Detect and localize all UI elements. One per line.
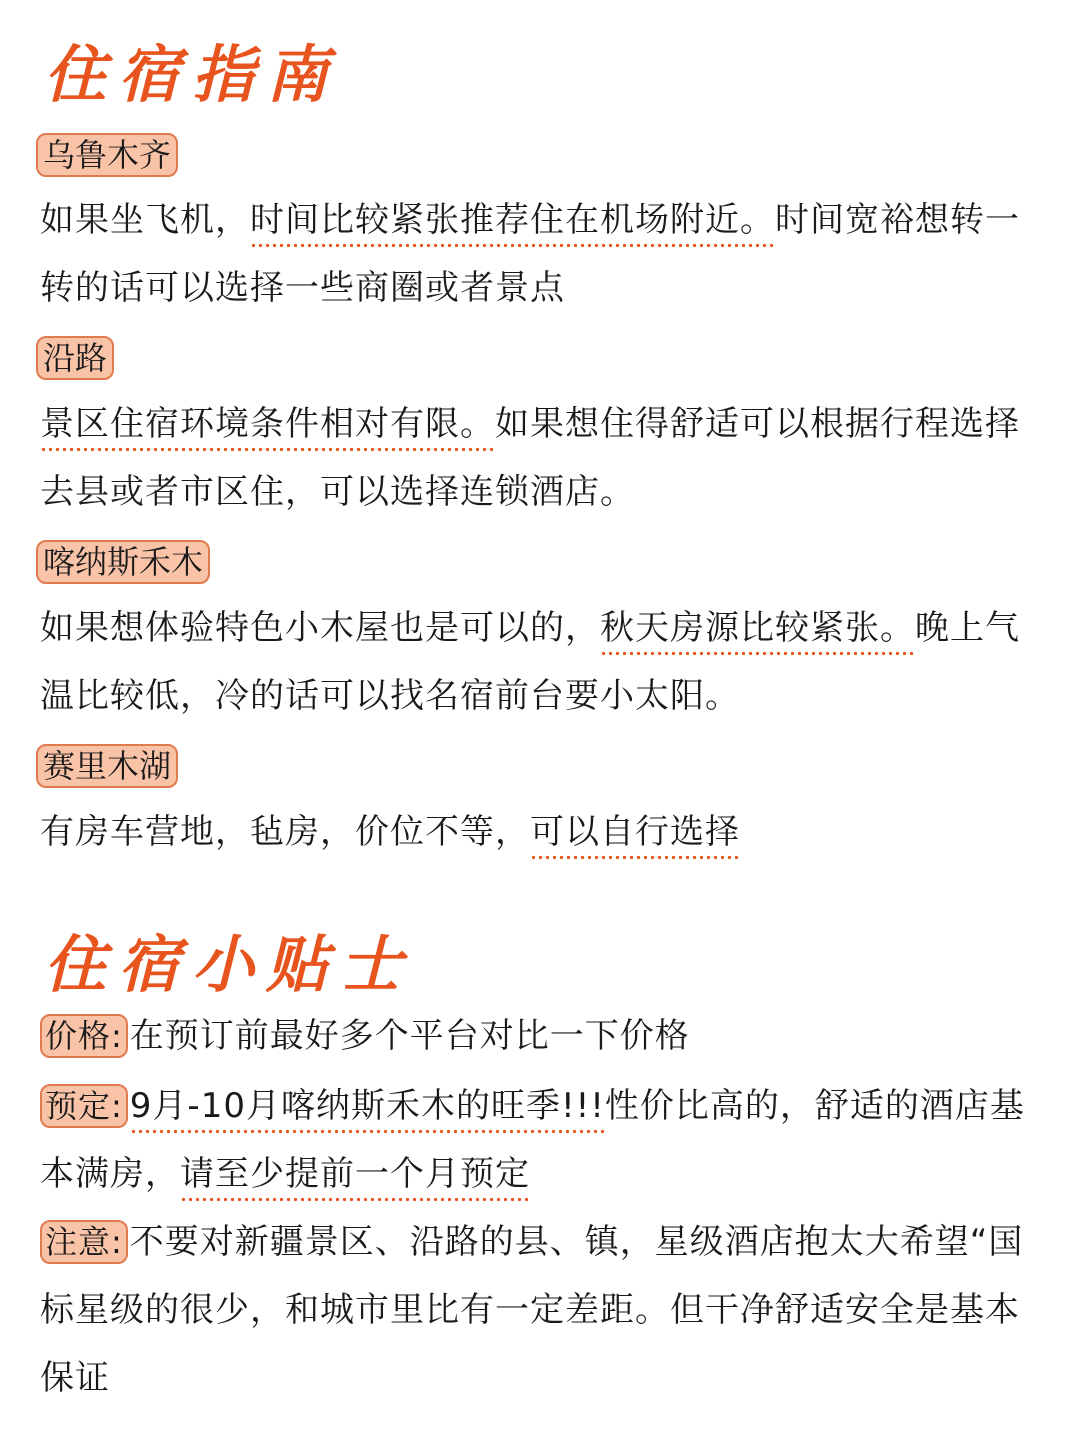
paragraph-sayram [40, 798, 1050, 866]
urumqi-highlight: 时间比较紧张推荐住在机场附近。 [250, 200, 775, 248]
kanas-text: 如果想体验特色小木屋也是可以的， [40, 608, 600, 648]
tip-booking [40, 1072, 1050, 1208]
urumqi-text: 如果坐飞机， [40, 200, 250, 240]
tag-booking: 预定: [40, 1084, 128, 1128]
paragraph-urumqi [40, 186, 1050, 322]
route-highlight: 景区住宿环境条件相对有限。 [40, 404, 495, 452]
tag-urumqi: 乌鲁木齐 [36, 133, 178, 177]
tip-price [40, 1002, 1050, 1070]
booking-highlight: 9月-10月喀纳斯禾木的旺季!!! [130, 1086, 605, 1134]
kanas-text-rest: 晚上气温比较低，冷的话可以找名宿前台要小太阳。 [40, 608, 1020, 716]
booking-highlight-2: 请至少提前一个月预定 [180, 1154, 530, 1202]
tag-note: 注意: [40, 1220, 128, 1264]
tips-title: 住宿小贴士 [44, 928, 415, 1001]
tag-route: 沿路 [36, 336, 114, 380]
sayram-text: 有房车营地，毡房，价位不等， [40, 812, 530, 852]
paragraph-route [40, 390, 1050, 526]
kanas-highlight: 秋天房源比较紧张。 [600, 608, 915, 656]
paragraph-kanas [40, 594, 1050, 730]
sayram-highlight: 可以自行选择 [530, 812, 740, 860]
tip-price-text: 在预订前最好多个平台对比一下价格 [129, 1016, 690, 1056]
route-text-rest: 如果想住得舒适可以根据行程选择去县或者市区住，可以选择连锁酒店。 [40, 404, 1020, 512]
tip-note [40, 1208, 1050, 1412]
tip-note-text: 不要对新疆景区、沿路的县、镇，星级酒店抱太大希望“国标星级的很少，和城市里比有一定差距。但干净舒适安全是基本保证 [40, 1222, 1024, 1398]
tag-price: 价格: [40, 1014, 128, 1058]
guide-title: 住宿指南 [44, 38, 341, 111]
booking-text: 性价比高的，舒适的酒店基本满房， [40, 1086, 1025, 1194]
tag-kanas: 喀纳斯禾木 [36, 540, 210, 584]
urumqi-text-rest: 时间宽裕想转一转的话可以选择一些商圈或者景点 [40, 200, 1020, 308]
tag-sayram: 赛里木湖 [36, 744, 178, 788]
